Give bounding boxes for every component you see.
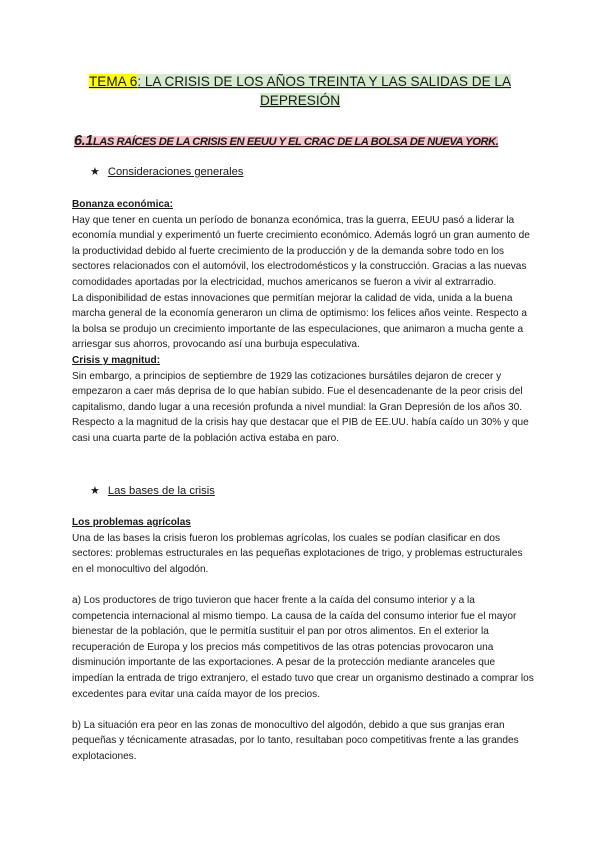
- document-title: [60, 72, 540, 110]
- subheading-crisis: Crisis y magnitud:: [72, 354, 161, 366]
- subheading-agricolas: Los problemas agrícolas: [72, 517, 191, 528]
- paragraph-gap: [72, 577, 534, 593]
- section-heading: [74, 133, 544, 149]
- bullet-consideraciones: [90, 165, 243, 178]
- paragraph: b) La situación era peor en las zonas de monocultivo del algodón, debido a que sus granjas eran pequeñas y técnicamente atrasadas, por lo tanto, resultaban poco competitivas frente a las grandes explotaciones.: [72, 719, 519, 762]
- title-highlight-green: : LA CRISIS DE LOS AÑOS TREINTA Y LAS SALIDAS DE LA DEPRESIÓN: [137, 74, 512, 108]
- subheading-bonanza: Bonanza económica:: [72, 199, 173, 210]
- text-block-bases: [72, 515, 534, 765]
- bullet-label: Consideraciones generales: [107, 166, 244, 178]
- section-heading-highlight: [74, 133, 499, 149]
- paragraph: Sin embargo, a principios de septiembre de 1929 las cotizaciones bursátiles dejaron de crecer y empezaron a caer más deprisa de lo que habían subido. Fue el desencadenante de la peor crisis del capitalismo, dando lugar a una recesión profunda a nivel mundial: la Gran Depresión de los años 30.: [72, 370, 523, 413]
- bullet-bases: [90, 484, 215, 497]
- text-block-consideraciones: [72, 197, 534, 447]
- star-icon: ★: [90, 165, 100, 178]
- section-number: 6.1: [74, 133, 93, 149]
- title-highlight-yellow: TEMA 6: [88, 74, 138, 89]
- section-title: LAS RAÍCES DE LA CRISIS EN EEUU Y EL CRAC DE LA BOLSA DE NUEVA YORK.: [92, 136, 499, 148]
- paragraph: Una de las bases la crisis fueron los problemas agrícolas, los cuales se podían clasificar en dos sectores: problemas estructurales en las pequeñas explotaciones de trigo, y problemas estructurales en el monocultivo del algodón.: [72, 532, 523, 575]
- star-icon: ★: [90, 484, 100, 497]
- paragraph: La disponibilidad de estas innovaciones que permitían mejorar la calidad de vida, unida a la buena marcha general de la economía generaron un clima de optimismo: los felices años veinte. Respecto a la bolsa se produjo un crecimiento importante de las especulaciones, que animaron a mucha gente a arriesgar sus ahorros, provocando así una burbuja especulativa.: [72, 292, 528, 351]
- paragraph: Respecto a la magnitud de la crisis hay que destacar que el PIB de EE.UU. había caído un 30% y que casi una cuarta parte de la población activa estaba en paro.: [72, 417, 529, 444]
- paragraph: Hay que tener en cuenta un período de bonanza económica, tras la guerra, EEUU pasó a liderar la economía mundial y experimentó un fuerte crecimiento económico. Además logró un gran aumento de la productividad debido al fuerte crecimiento de la producción y de la demanda sobre todo en los sectores relacionados con el automóvil, los electrodomésticos y la construcción. Gracias a las nuevas comodidades aportadas por la electricidad, muchos americanos se fueron a vivir al extrarradio.: [72, 214, 530, 288]
- paragraph: a) Los productores de trigo tuvieron que hacer frente a la caída del consumo interior y a la competencia internacional al mismo tiempo. La causa de la caída del consumo interior fue el mayor bienestar de la población, que le permitía sustituir el pan por otros alimentos. En el exterior la recuperación de Europa y los precios más competitivos de las otras potencias provocaron una disminución importante de las exportaciones. A pesar de la protección mediante aranceles que impedían la entrada de trigo extranjero, el estado tuvo que crear un organismo destinado a comprar los excedentes para evitar una caída mayor de los precios.: [72, 594, 534, 700]
- paragraph-gap: [72, 702, 534, 718]
- bullet-label: Las bases de la crisis: [107, 485, 215, 497]
